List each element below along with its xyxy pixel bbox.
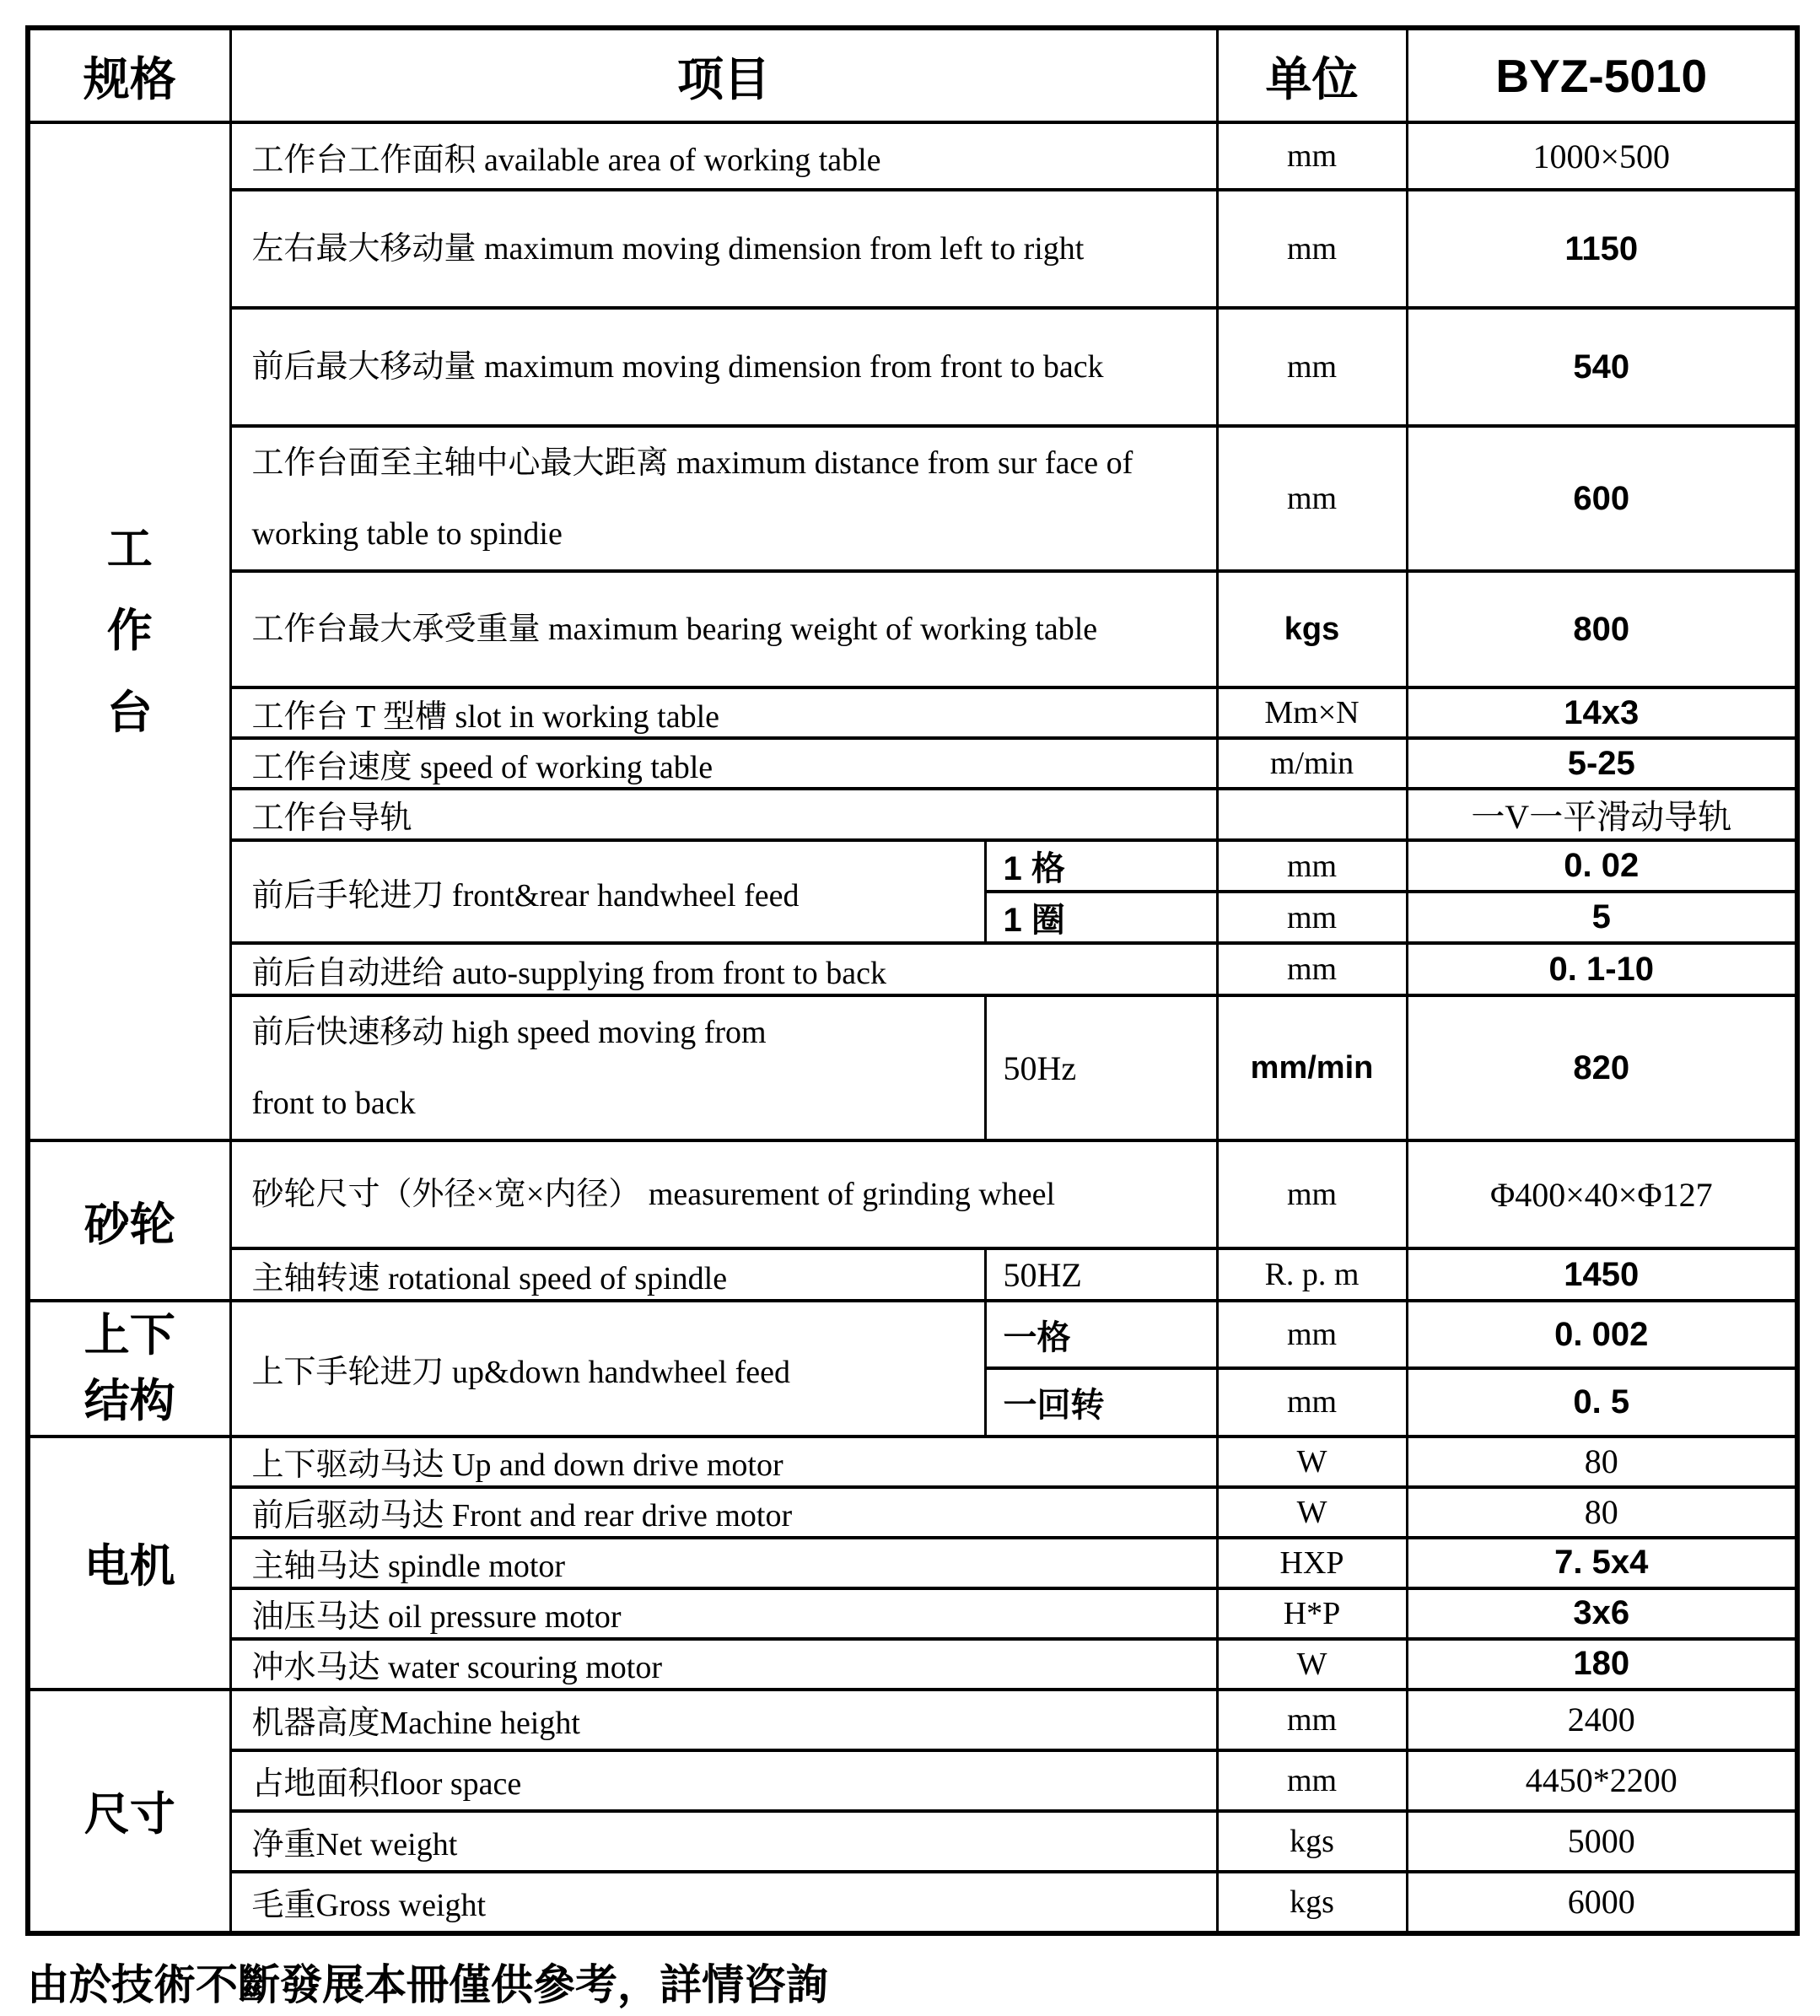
unit-cell: mm <box>1217 426 1407 571</box>
value-cell: 0. 02 <box>1407 840 1797 892</box>
header-item-col: 项目 <box>230 28 1217 122</box>
table-row <box>28 1639 1797 1690</box>
item-cell: 上下驱动马达 Up and down drive motor <box>230 1437 1217 1487</box>
item-cell: 左右最大移动量 maximum moving dimension from left to right <box>230 190 1217 308</box>
value-cell: 7. 5x4 <box>1407 1538 1797 1588</box>
item-cell: 净重Net weight <box>230 1811 1217 1872</box>
table-row <box>28 122 1797 190</box>
table-row <box>28 1750 1797 1811</box>
sub-cell: 50HZ <box>985 1248 1217 1301</box>
value-cell: 80 <box>1407 1437 1797 1487</box>
section-label-wheel: 砂轮 <box>28 1140 230 1301</box>
table-row <box>28 1437 1797 1487</box>
unit-cell: R. p. m <box>1217 1248 1407 1301</box>
section-label-motor: 电机 <box>28 1437 230 1690</box>
sub-cell: 50Hz <box>985 995 1217 1140</box>
header-model-col: BYZ-5010 <box>1407 28 1797 122</box>
item-cell: 工作台工作面积 available area of working table <box>230 122 1217 190</box>
item-cell: 工作台速度 speed of working table <box>230 738 1217 789</box>
header-unit-col: 单位 <box>1217 28 1407 122</box>
sub-cell: 一回转 <box>985 1368 1217 1436</box>
unit-cell <box>1217 789 1407 840</box>
value-cell: 1450 <box>1407 1248 1797 1301</box>
table-row <box>28 1588 1797 1639</box>
item-cell: 前后驱动马达 Front and rear drive motor <box>230 1487 1217 1538</box>
table-row <box>28 789 1797 840</box>
item-cell: 主轴转速 rotational speed of spindle <box>230 1248 985 1301</box>
value-cell: 1000×500 <box>1407 122 1797 190</box>
table-row <box>28 1301 1797 1368</box>
unit-cell: kgs <box>1217 1811 1407 1872</box>
unit-cell: mm <box>1217 943 1407 995</box>
value-cell: 一V一平滑动导轨 <box>1407 789 1797 840</box>
table-row <box>28 1538 1797 1588</box>
value-cell: 180 <box>1407 1639 1797 1690</box>
unit-cell: mm <box>1217 1750 1407 1811</box>
table-row <box>28 1811 1797 1872</box>
value-cell: 0. 1-10 <box>1407 943 1797 995</box>
value-cell: 80 <box>1407 1487 1797 1538</box>
header-spec-col: 规格 <box>28 28 230 122</box>
section-label-worktable: 工作台 <box>28 122 230 1140</box>
spec-table <box>25 25 1800 1936</box>
unit-cell: mm <box>1217 122 1407 190</box>
unit-cell: mm/min <box>1217 995 1407 1140</box>
item-cell: 前后快速移动 high speed moving from front to back <box>230 995 985 1140</box>
item-cell: 工作台面至主轴中心最大距离 maximum distance from sur face of working table to spindie <box>230 426 1217 571</box>
value-cell: 5-25 <box>1407 738 1797 789</box>
unit-cell: W <box>1217 1437 1407 1487</box>
unit-cell: Mm×N <box>1217 687 1407 738</box>
value-cell: 800 <box>1407 571 1797 687</box>
unit-cell: m/min <box>1217 738 1407 789</box>
table-row <box>28 571 1797 687</box>
table-row <box>28 426 1797 571</box>
unit-cell: mm <box>1217 1690 1407 1750</box>
unit-cell: mm <box>1217 1140 1407 1248</box>
value-cell: 0. 002 <box>1407 1301 1797 1368</box>
value-cell: 6000 <box>1407 1872 1797 1933</box>
sub-cell: 1 格 <box>985 840 1217 892</box>
value-cell: 540 <box>1407 308 1797 426</box>
item-cell: 工作台 T 型槽 slot in working table <box>230 687 1217 738</box>
section-label-updown: 上下结构 <box>28 1301 230 1437</box>
value-cell: 14x3 <box>1407 687 1797 738</box>
unit-cell: H*P <box>1217 1588 1407 1639</box>
table-row <box>28 190 1797 308</box>
value-cell: 5000 <box>1407 1811 1797 1872</box>
value-cell: 4450*2200 <box>1407 1750 1797 1811</box>
value-cell: Φ400×40×Φ127 <box>1407 1140 1797 1248</box>
unit-cell: mm <box>1217 1368 1407 1436</box>
disclaimer-text: 由於技術不斷發展本冊僅供參考，詳情咨詢 <box>27 1960 828 2008</box>
table-row <box>28 687 1797 738</box>
table-row <box>28 1690 1797 1750</box>
unit-cell: W <box>1217 1639 1407 1690</box>
item-cell: 工作台导轨 <box>230 789 1217 840</box>
value-cell: 3x6 <box>1407 1588 1797 1639</box>
item-cell: 前后手轮进刀 front&rear handwheel feed <box>230 840 985 943</box>
value-cell: 0. 5 <box>1407 1368 1797 1436</box>
item-cell: 上下手轮进刀 up&down handwheel feed <box>230 1301 985 1437</box>
item-cell: 工作台最大承受重量 maximum bearing weight of working table <box>230 571 1217 687</box>
item-cell: 砂轮尺寸（外径×宽×内径） measurement of grinding wheel <box>230 1140 1217 1248</box>
item-cell: 机器高度Machine height <box>230 1690 1217 1750</box>
item-cell: 冲水马达 water scouring motor <box>230 1639 1217 1690</box>
unit-cell: mm <box>1217 840 1407 892</box>
sub-cell: 一格 <box>985 1301 1217 1368</box>
table-row <box>28 1140 1797 1248</box>
table-row <box>28 995 1797 1140</box>
value-cell: 600 <box>1407 426 1797 571</box>
item-cell: 前后自动进给 auto-supplying from front to back <box>230 943 1217 995</box>
unit-cell: mm <box>1217 1301 1407 1368</box>
table-row <box>28 1248 1797 1301</box>
value-cell: 820 <box>1407 995 1797 1140</box>
item-cell: 主轴马达 spindle motor <box>230 1538 1217 1588</box>
unit-cell: HXP <box>1217 1538 1407 1588</box>
item-cell: 前后最大移动量 maximum moving dimension from front to back <box>230 308 1217 426</box>
unit-cell: kgs <box>1217 1872 1407 1933</box>
unit-cell: mm <box>1217 308 1407 426</box>
value-cell: 5 <box>1407 892 1797 943</box>
unit-cell: mm <box>1217 892 1407 943</box>
section-label-size: 尺寸 <box>28 1690 230 1933</box>
item-cell: 毛重Gross weight <box>230 1872 1217 1933</box>
table-row <box>28 1872 1797 1933</box>
table-row <box>28 840 1797 892</box>
table-row <box>28 308 1797 426</box>
unit-cell: mm <box>1217 190 1407 308</box>
table-row <box>28 943 1797 995</box>
table-row <box>28 738 1797 789</box>
header-row <box>28 28 1797 122</box>
item-cell: 油压马达 oil pressure motor <box>230 1588 1217 1639</box>
table-row <box>28 1487 1797 1538</box>
unit-cell: W <box>1217 1487 1407 1538</box>
value-cell: 1150 <box>1407 190 1797 308</box>
item-cell: 占地面积floor space <box>230 1750 1217 1811</box>
value-cell: 2400 <box>1407 1690 1797 1750</box>
unit-cell: kgs <box>1217 571 1407 687</box>
sub-cell: 1 圈 <box>985 892 1217 943</box>
